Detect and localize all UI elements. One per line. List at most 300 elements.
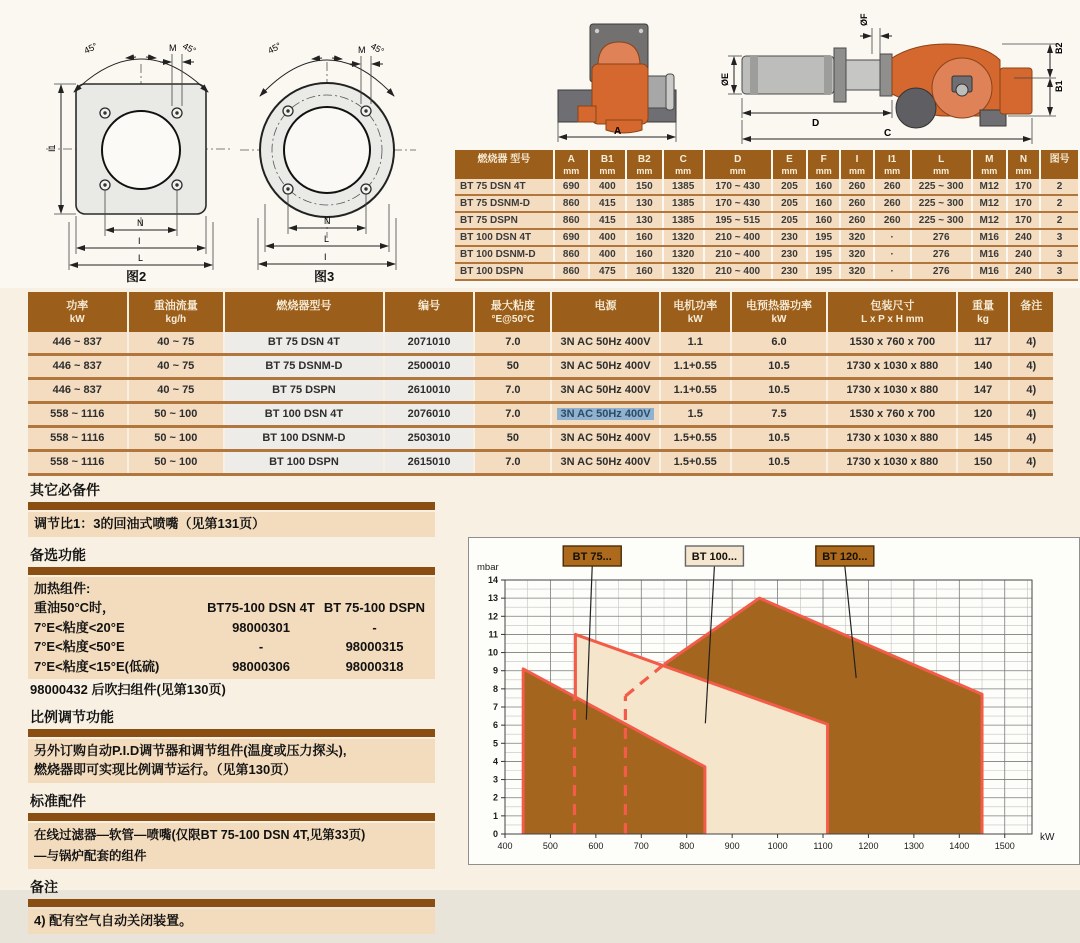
fig2-svg — [28, 12, 228, 284]
spec-table-cell: 150 — [958, 452, 1007, 473]
svg-text:1400: 1400 — [949, 841, 970, 851]
spec-table-cell: 1530 x 760 x 700 — [828, 404, 956, 425]
spec-table-cell — [552, 404, 658, 425]
fig3-angle-left: 45° — [266, 40, 283, 56]
spec-table-col-header: 电机功率 kW — [661, 292, 730, 332]
svg-text:1000: 1000 — [767, 841, 788, 851]
spec-table-cell: 6.0 — [732, 332, 827, 353]
svg-text:2: 2 — [492, 792, 498, 803]
svg-text:1500: 1500 — [994, 841, 1015, 851]
dim-table-cell: 160 — [808, 196, 839, 211]
spec-table-cell: 2610010 — [385, 380, 474, 401]
spec-table-row — [28, 404, 1053, 428]
dim-table-cell: BT 75 DSN 4T — [455, 179, 553, 194]
dim-table-cell: 170 — [1008, 213, 1039, 228]
dim-table-cell: 205 — [773, 213, 806, 228]
svg-text:600: 600 — [588, 841, 604, 851]
dim-table-cell: · — [875, 230, 910, 245]
spec-table-cell: 558 ~ 1116 — [28, 404, 127, 425]
burner-front-view — [550, 16, 682, 148]
svg-text:14: 14 — [487, 575, 498, 585]
section-proportional-control — [28, 708, 435, 783]
spec-table-cell: 1730 x 1030 x 880 — [828, 452, 956, 473]
dim-table-cell: 1320 — [664, 230, 703, 245]
dim-table-cell: 320 — [841, 247, 872, 262]
dim-table-col-header: I mm — [841, 150, 872, 179]
dim-table-cell: 690 — [555, 179, 588, 194]
dim-table-col-header: C mm — [664, 150, 703, 179]
spec-table-cell: 3N AC 50Hz 400V — [552, 332, 658, 353]
dim-table-cell: 260 — [841, 179, 872, 194]
dim-table-cell: 260 — [841, 213, 872, 228]
heating-kit-row — [34, 657, 429, 677]
spec-table-cell: 117 — [958, 332, 1007, 353]
dim-table-cell: 150 — [627, 179, 662, 194]
dimension-table-header — [455, 150, 1078, 179]
fig3-caption: 图3 — [314, 269, 335, 284]
section-content — [28, 823, 435, 869]
dim-table-col-header: D mm — [705, 150, 771, 179]
svg-text:4: 4 — [492, 756, 498, 767]
dim-table-cell: M16 — [973, 230, 1006, 245]
spec-table-cell: 140 — [958, 356, 1007, 377]
dim-table-cell: 225 ~ 300 — [912, 179, 971, 194]
spec-table-cell: 4) — [1010, 428, 1053, 449]
fig2-angle-left: 45° — [82, 40, 100, 56]
spec-table-cell: 50 ~ 100 — [129, 452, 224, 473]
dim-table-cell: BT 75 DSNM-D — [455, 196, 553, 211]
dim-table-row — [455, 247, 1078, 264]
spec-table-cell: 558 ~ 1116 — [28, 428, 127, 449]
spec-table-cell: 7.0 — [475, 452, 550, 473]
spec-table-cell: 3N AC 50Hz 400V — [552, 356, 658, 377]
dim-table-cell: 260 — [875, 179, 910, 194]
fig2-dim-m: M — [169, 43, 177, 53]
svg-text:5: 5 — [492, 738, 498, 749]
section-content — [28, 739, 435, 783]
burner-front-svg — [550, 16, 682, 148]
figure-2-flange-drawing — [28, 12, 228, 284]
spec-table-cell: 2615010 — [385, 452, 474, 473]
text-line: —与锅炉配套的组件 — [34, 848, 147, 863]
section-divider-bar — [28, 567, 435, 575]
dim-table-cell: 475 — [590, 264, 625, 279]
section-standard-accessories — [28, 792, 435, 869]
dim-table-cell: 260 — [841, 196, 872, 211]
dim-table-cell: 860 — [555, 196, 588, 211]
dim-table-row — [455, 264, 1078, 281]
svg-text:6: 6 — [492, 720, 498, 731]
svg-text:500: 500 — [542, 841, 558, 851]
dim-table-cell: 240 — [1008, 247, 1039, 262]
heating-kit-value: 98000315 — [345, 639, 404, 654]
dim-table-cell: BT 75 DSPN — [455, 213, 553, 228]
dim-table-cell: M16 — [973, 264, 1006, 279]
spec-table-row — [28, 428, 1053, 452]
spec-table-col-header: 包装尺寸 L x P x H mm — [828, 292, 956, 332]
dim-table-col-header: N mm — [1008, 150, 1039, 179]
section-heading: 备选功能 — [30, 546, 86, 563]
dim-table-cell: · — [875, 247, 910, 262]
heating-kit-rows — [34, 618, 429, 677]
heating-kit-value: 98000318 — [345, 658, 404, 674]
text-line: 在线过滤器—软管—喷嘴(仅限BT 75-100 DSN 4T,见第33页) — [34, 827, 366, 842]
spec-table-cell: 50 — [475, 356, 550, 377]
burner-side-view — [684, 13, 1080, 148]
post-purge-note: 98000432 后吹扫组件(见第130页) — [30, 682, 226, 697]
spec-table-body — [28, 332, 1053, 476]
spec-table-cell: 3N AC 50Hz 400V — [552, 380, 658, 401]
dim-table-col-header: F mm — [808, 150, 839, 179]
svg-text:mbar: mbar — [477, 562, 499, 573]
dim-table-cell: 1385 — [664, 196, 703, 211]
spec-table-cell: BT 100 DSPN — [225, 452, 383, 473]
dim-table-cell: 130 — [627, 196, 662, 211]
spec-table-col-header: 重量 kg — [958, 292, 1007, 332]
dim-table-col-header: 图号 — [1041, 150, 1078, 179]
dim-table-cell: 276 — [912, 230, 971, 245]
dim-table-cell: 230 — [773, 264, 806, 279]
heating-kit-row — [34, 618, 429, 638]
svg-text:8: 8 — [492, 683, 498, 694]
svg-text:400: 400 — [497, 841, 513, 851]
section-divider-bar — [28, 502, 435, 510]
spec-table-col-header: 电源 — [552, 292, 658, 332]
dim-table-cell: 195 ~ 515 — [705, 213, 771, 228]
dim-table-cell: 210 ~ 400 — [705, 230, 771, 245]
section-heading: 其它必备件 — [30, 482, 100, 498]
dim-table-cell: 320 — [841, 230, 872, 245]
dim-table-cell: 195 — [808, 264, 839, 279]
svg-text:3: 3 — [492, 774, 498, 785]
dim-table-cell: 130 — [627, 213, 662, 228]
dim-table-cell: 230 — [773, 247, 806, 262]
section-divider-bar — [28, 899, 435, 907]
heating-kit-intro: 加热组件: — [34, 580, 91, 596]
burner-side-dim-b1: B1 — [1054, 80, 1064, 92]
dim-table-cell: M12 — [973, 179, 1006, 194]
heating-kit-header-row — [34, 598, 429, 618]
spec-table-cell: 4) — [1010, 332, 1053, 353]
dim-table-cell: 240 — [1008, 264, 1039, 279]
dim-table-cell: 3 — [1041, 230, 1078, 245]
fig3-dim-i: I — [324, 252, 327, 262]
fig2-dim-i: I — [138, 236, 141, 246]
dim-table-row — [455, 230, 1078, 247]
spec-table-col-header: 燃烧器型号 — [225, 292, 383, 332]
text-line: 燃烧器即可实现比例调节运行。（见第130页） — [34, 762, 297, 778]
spec-table-cell: 145 — [958, 428, 1007, 449]
spec-table-cell: 10.5 — [732, 428, 827, 449]
spec-table-cell: 40 ~ 75 — [129, 332, 224, 353]
dim-table-cell: 690 — [555, 230, 588, 245]
dim-table-cell: 320 — [841, 264, 872, 279]
svg-text:900: 900 — [724, 841, 740, 851]
burner-side-svg — [684, 13, 1080, 148]
dim-table-cell: 2 — [1041, 196, 1078, 211]
dim-table-col-header: L mm — [912, 150, 971, 179]
dim-table-col-header: A mm — [555, 150, 588, 179]
dim-table-cell: 415 — [590, 213, 625, 228]
spec-table-cell: 446 ~ 837 — [28, 332, 127, 353]
svg-text:7: 7 — [492, 702, 498, 712]
burner-side-dim-of: ØF — [859, 13, 869, 26]
dim-table-cell: 1320 — [664, 247, 703, 262]
spec-table-cell: 7.0 — [475, 404, 550, 425]
dim-table-cell: 415 — [590, 196, 625, 211]
dim-table-row — [455, 213, 1078, 230]
dim-table-cell: 1385 — [664, 213, 703, 228]
spec-table-cell: 50 — [475, 428, 550, 449]
section-content — [28, 577, 435, 680]
spec-table-row — [28, 356, 1053, 380]
section-content: 4) 配有空气自动关闭装置。 — [28, 909, 435, 934]
dim-table-cell: 1385 — [664, 179, 703, 194]
fig2-dim-n: N — [137, 218, 144, 228]
spec-table-cell: 446 ~ 837 — [28, 356, 127, 377]
spec-table-cell: BT 75 DSPN — [225, 380, 383, 401]
spec-table-cell: 7.5 — [732, 404, 827, 425]
dim-table-row — [455, 196, 1078, 213]
dim-table-col-header: M mm — [973, 150, 1006, 179]
dim-table-cell: 860 — [555, 247, 588, 262]
selected-text: 3N AC 50Hz 400V — [557, 408, 653, 420]
dim-table-col-header: B2 mm — [627, 150, 662, 179]
dim-table-cell: 205 — [773, 196, 806, 211]
heating-kit-value: - — [258, 639, 264, 654]
dim-table-cell: M16 — [973, 247, 1006, 262]
dim-table-col-header: B1 mm — [590, 150, 625, 179]
heating-kit-value: - — [372, 619, 377, 635]
spec-table-cell: 1.5+0.55 — [661, 452, 730, 473]
dim-table-cell: 3 — [1041, 247, 1078, 262]
dim-table-cell: 225 ~ 300 — [912, 213, 971, 228]
fig3-angle-right: 45° — [369, 41, 386, 57]
section-heading: 比例调节功能 — [30, 708, 114, 725]
spec-table-cell: 3N AC 50Hz 400V — [552, 452, 658, 473]
spec-table-cell: 1.1 — [661, 332, 730, 353]
spec-table-cell: 446 ~ 837 — [28, 380, 127, 401]
spec-table-col-header: 重油流量 kg/h — [129, 292, 224, 332]
dim-table-cell: 260 — [875, 196, 910, 211]
spec-table-header — [28, 292, 1053, 332]
dim-table-col-header: 燃烧器 型号 — [455, 150, 553, 179]
svg-text:1100: 1100 — [813, 841, 833, 851]
heating-kit-value: 98000301 — [232, 619, 290, 635]
dim-table-cell: M12 — [973, 196, 1006, 211]
svg-text:kW: kW — [1040, 832, 1055, 843]
fig2-angle-right: 45° — [181, 40, 198, 56]
working-range-chart — [468, 537, 1080, 865]
dim-table-cell: 1320 — [664, 264, 703, 279]
dim-table-cell: 400 — [590, 230, 625, 245]
section-heading: 备注 — [30, 879, 58, 896]
dim-table-cell: 195 — [808, 247, 839, 262]
dimension-table-body — [455, 179, 1078, 281]
dim-table-cell: 160 — [627, 264, 662, 279]
fig2-caption: 图2 — [126, 269, 147, 284]
spec-table-cell: 1730 x 1030 x 880 — [828, 380, 956, 401]
fig2-dim-l: L — [138, 253, 144, 263]
burner-front-dim-a: A — [614, 126, 622, 137]
spec-table-cell: 558 ~ 1116 — [28, 452, 127, 473]
spec-table-cell: BT 100 DSNM-D — [225, 428, 383, 449]
fig2-dim-left: I1 — [47, 144, 57, 152]
heating-kit-label: 重油50°C时， — [34, 600, 116, 615]
spec-table-col-header: 最大粘度 °E@50°C — [475, 292, 550, 332]
svg-text:10: 10 — [487, 647, 498, 658]
spec-table-cell: 1.1+0.55 — [661, 380, 730, 401]
dim-table-cell: 170 — [1008, 179, 1039, 194]
fig3-dim-n: N — [324, 216, 331, 226]
section-required-parts — [28, 481, 435, 537]
spec-table-col-header: 电预热器功率 kW — [732, 292, 827, 332]
spec-table-row — [28, 380, 1053, 404]
spec-table-cell: 2071010 — [385, 332, 474, 353]
spec-table-cell: 2500010 — [385, 356, 474, 377]
svg-text:1: 1 — [492, 810, 498, 821]
dim-table-cell: 400 — [590, 179, 625, 194]
section-divider-bar — [28, 729, 435, 737]
chart-svg — [469, 538, 1077, 862]
section-divider-bar — [28, 813, 435, 821]
dim-table-cell: 160 — [808, 179, 839, 194]
spec-table-cell: 147 — [958, 380, 1007, 401]
spec-table-cell: 3N AC 50Hz 400V — [552, 428, 658, 449]
fig3-dim-l: L — [324, 234, 330, 244]
spec-table-col-header: 备注 — [1010, 292, 1053, 332]
dim-table-cell: 170 ~ 430 — [705, 179, 771, 194]
burner-side-dim-oe: ØE — [720, 72, 730, 86]
section-heading: 标准配件 — [30, 792, 86, 809]
heating-kit-value: 98000306 — [232, 658, 290, 674]
spec-table-cell: BT 75 DSNM-D — [225, 356, 383, 377]
spec-table-cell: 2503010 — [385, 428, 474, 449]
spec-table-cell: 50 ~ 100 — [129, 428, 224, 449]
svg-text:800: 800 — [679, 841, 695, 851]
spec-table-cell: 1730 x 1030 x 880 — [828, 356, 956, 377]
spec-table-cell: BT 75 DSN 4T — [225, 332, 383, 353]
dim-table-cell: 260 — [875, 213, 910, 228]
heating-kit-value: 7°E<粘度<15°E(低硫) — [34, 658, 160, 674]
spec-table-col-header: 编号 — [385, 292, 474, 332]
dim-table-cell: 230 — [773, 230, 806, 245]
svg-text:11: 11 — [488, 629, 498, 640]
burner-side-dim-c: C — [884, 128, 892, 139]
spec-table-cell: 10.5 — [732, 356, 827, 377]
svg-text:1300: 1300 — [903, 841, 924, 851]
dim-table-cell: 860 — [555, 213, 588, 228]
spec-table-cell: 4) — [1010, 380, 1053, 401]
dim-table-cell: 205 — [773, 179, 806, 194]
spec-table-row — [28, 332, 1053, 356]
svg-text:9: 9 — [492, 665, 498, 676]
dim-table-cell: 210 ~ 400 — [705, 264, 771, 279]
burner-side-dim-d: D — [812, 118, 820, 129]
heating-kit-col1: BT75-100 DSN 4T — [207, 600, 315, 615]
spec-table-cell: 50 ~ 100 — [129, 404, 224, 425]
spec-table-cell: 4) — [1010, 404, 1053, 425]
spec-table-cell: 2076010 — [385, 404, 474, 425]
svg-text:700: 700 — [633, 841, 649, 851]
dim-table-cell: 160 — [627, 230, 662, 245]
spec-table-cell: 1.5 — [661, 404, 730, 425]
svg-text:BT 100...: BT 100... — [691, 551, 738, 563]
svg-text:BT 120...: BT 120... — [822, 551, 868, 563]
section-content: 调节比1：3的回油式喷嘴（见第131页） — [28, 512, 435, 537]
spec-table-cell: 7.0 — [475, 332, 550, 353]
spec-table-cell: BT 100 DSN 4T — [225, 404, 383, 425]
svg-text:1200: 1200 — [858, 841, 879, 851]
dim-table-cell: M12 — [973, 213, 1006, 228]
spec-table-cell: 120 — [958, 404, 1007, 425]
section-optional-functions — [28, 546, 435, 699]
dim-table-cell: 276 — [912, 247, 971, 262]
spec-table-col-header: 功率 kW — [28, 292, 127, 332]
spec-table — [28, 292, 1053, 476]
dim-table-cell: 400 — [590, 247, 625, 262]
heating-kit-value: 7°E<粘度<20°E — [34, 619, 125, 635]
heating-kit-value: 7°E<粘度<50°E — [34, 639, 125, 654]
dim-table-cell: BT 100 DSN 4T — [455, 230, 553, 245]
figure-3-flange-drawing — [232, 12, 422, 284]
spec-table-cell: 10.5 — [732, 452, 827, 473]
dim-table-cell: 160 — [808, 213, 839, 228]
dim-table-cell: 225 ~ 300 — [912, 196, 971, 211]
spec-table-cell: 1730 x 1030 x 880 — [828, 428, 956, 449]
dimension-table — [455, 150, 1078, 281]
section-remarks — [28, 878, 435, 934]
svg-text:13: 13 — [487, 593, 498, 604]
dim-table-cell: 170 — [1008, 196, 1039, 211]
dim-table-cell: 240 — [1008, 230, 1039, 245]
fig3-svg — [232, 12, 422, 284]
dim-table-col-header: E mm — [773, 150, 806, 179]
burner-side-dim-b2: B2 — [1054, 42, 1064, 54]
spec-table-cell: 40 ~ 75 — [129, 380, 224, 401]
dim-table-cell: 195 — [808, 230, 839, 245]
svg-text:12: 12 — [487, 611, 498, 622]
svg-text:BT 75...: BT 75... — [572, 551, 612, 563]
spec-table-cell: 1.5+0.55 — [661, 428, 730, 449]
heating-kit-col2: BT 75-100 DSPN — [323, 600, 426, 615]
heating-kit-row — [34, 637, 429, 657]
dim-table-cell: 276 — [912, 264, 971, 279]
spec-table-cell: 7.0 — [475, 380, 550, 401]
dim-table-cell: 170 ~ 430 — [705, 196, 771, 211]
dim-table-cell: 160 — [627, 247, 662, 262]
dim-table-cell: 2 — [1041, 213, 1078, 228]
dim-table-cell: 210 ~ 400 — [705, 247, 771, 262]
dim-table-cell: 860 — [555, 264, 588, 279]
dim-table-row — [455, 179, 1078, 196]
spec-table-row — [28, 452, 1053, 476]
dim-table-cell: BT 100 DSPN — [455, 264, 553, 279]
text-line: 另外订购自动P.I.D调节器和调节组件(温度或压力探头), — [34, 742, 347, 758]
dim-table-cell: BT 100 DSNM-D — [455, 247, 553, 262]
fig3-dim-m: M — [358, 45, 366, 55]
dim-table-col-header: I1 mm — [875, 150, 910, 179]
spec-table-cell: 4) — [1010, 356, 1053, 377]
dim-table-cell: 2 — [1041, 179, 1078, 194]
accessory-sections — [28, 481, 435, 943]
svg-text:0: 0 — [492, 829, 498, 839]
spec-table-cell: 10.5 — [732, 380, 827, 401]
spec-table-cell: 1.1+0.55 — [661, 356, 730, 377]
dim-table-cell: 3 — [1041, 264, 1078, 279]
spec-table-cell: 4) — [1010, 452, 1053, 473]
dim-table-cell: · — [875, 264, 910, 279]
